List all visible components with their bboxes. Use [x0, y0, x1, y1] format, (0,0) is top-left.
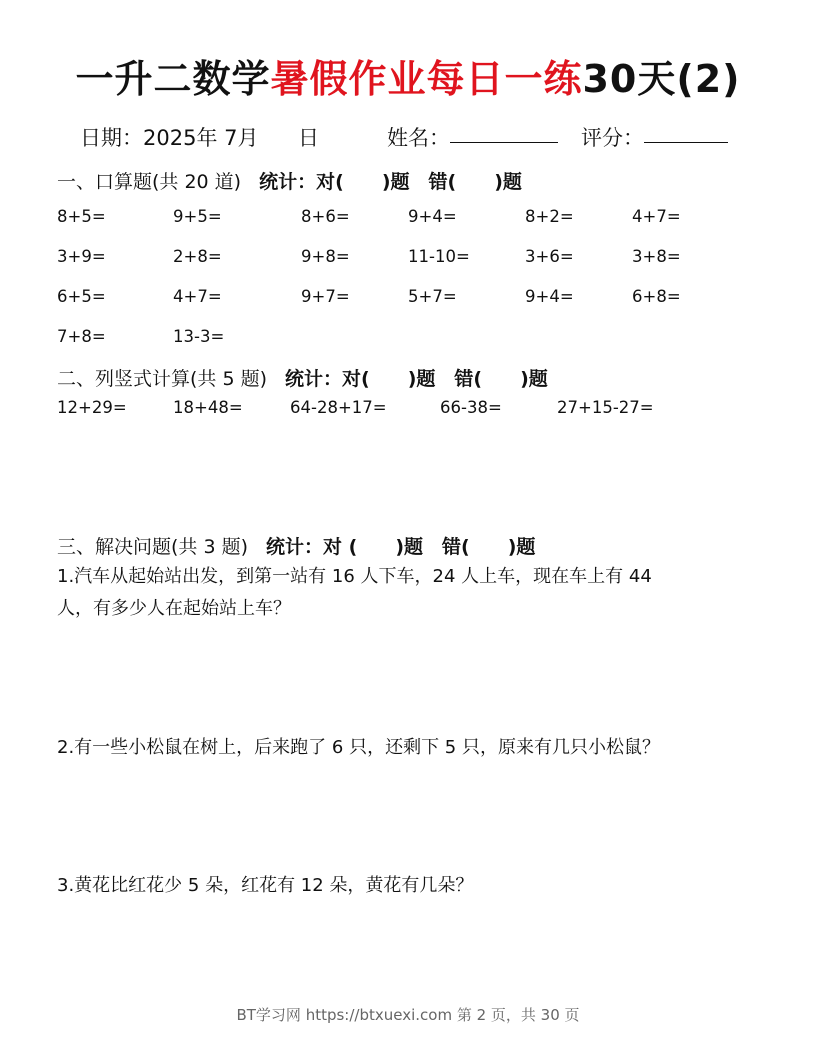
- section-3-stats: 统计：对 ( )题 错( )题: [266, 536, 536, 558]
- score-label: [581, 122, 644, 152]
- oral-problem: 4+7=: [173, 287, 222, 306]
- oral-problem: 6+5=: [57, 287, 106, 306]
- date-label: 日期：2025年 7月: [80, 126, 259, 150]
- word-problem-3: [57, 870, 473, 902]
- section-2-title: 二、列竖式计算(共 5 题): [57, 368, 267, 390]
- oral-problem: 9+7=: [301, 287, 350, 306]
- oral-problem: 8+5=: [57, 207, 106, 226]
- oral-problem: 8+6=: [301, 207, 350, 226]
- oral-problem: 11-10=: [408, 247, 470, 266]
- oral-problem: 3+9=: [57, 247, 106, 266]
- section-3-heading: [57, 532, 535, 559]
- name-blank[interactable]: [450, 122, 558, 143]
- word-problem-2: [57, 732, 660, 764]
- oral-problem: 2+8=: [173, 247, 222, 266]
- day-label: 日: [298, 126, 319, 150]
- section-1-title: 一、口算题(共 20 道): [57, 171, 242, 193]
- section-1-heading: [57, 167, 522, 194]
- score-text: 评分：: [581, 126, 644, 150]
- title-red-part: 暑假作业每日一练: [270, 57, 583, 101]
- page-title: [0, 48, 816, 103]
- oral-problem: 9+4=: [408, 207, 457, 226]
- word-problem-1: [57, 561, 652, 625]
- word-problem-1-line-2: 人，有多少人在起始站上车？: [57, 598, 291, 619]
- score-blank[interactable]: [644, 122, 728, 143]
- name-label: [387, 122, 450, 152]
- section-2-stats: 统计：对( )题 错( )题: [285, 368, 548, 390]
- word-problem-2-line-1: 2.有一些小松鼠在树上，后来跑了 6 只，还剩下 5 只，原来有几只小松鼠？: [57, 737, 660, 758]
- vertical-problem: 18+48=: [173, 398, 243, 417]
- section-2-heading: [57, 364, 548, 391]
- title-black-part: 一升二数学: [75, 57, 271, 101]
- vertical-problem: 64-28+17=: [290, 398, 387, 417]
- vertical-problem: 66-38=: [440, 398, 502, 417]
- oral-problem: 3+8=: [632, 247, 681, 266]
- oral-problem: 9+4=: [525, 287, 574, 306]
- page-footer: BT学习网 https://btxuexi.com 第 2 页，共 30 页: [236, 1006, 580, 1024]
- oral-problem: 6+8=: [632, 287, 681, 306]
- oral-problem: 9+5=: [173, 207, 222, 226]
- oral-problem: 7+8=: [57, 327, 106, 346]
- oral-problem: 4+7=: [632, 207, 681, 226]
- name-text: 姓名：: [387, 126, 450, 150]
- title-suffix: 30天(2): [582, 57, 741, 101]
- vertical-problem: 12+29=: [57, 398, 127, 417]
- word-problem-3-line-1: 3.黄花比红花少 5 朵，红花有 12 朵，黄花有几朵？: [57, 875, 474, 896]
- word-problem-1-line-1: 1.汽车从起始站出发，到第一站有 16 人下车，24 人上车，现在车上有 44: [57, 566, 652, 587]
- section-3-title: 三、解决问题(共 3 题): [57, 536, 248, 558]
- oral-problem: 13-3=: [173, 327, 225, 346]
- oral-problem: 5+7=: [408, 287, 457, 306]
- oral-problem: 3+6=: [525, 247, 574, 266]
- oral-problem: 9+8=: [301, 247, 350, 266]
- section-1-stats: 统计：对( )题 错( )题: [259, 171, 522, 193]
- vertical-problem: 27+15-27=: [557, 398, 654, 417]
- oral-problem: 8+2=: [525, 207, 574, 226]
